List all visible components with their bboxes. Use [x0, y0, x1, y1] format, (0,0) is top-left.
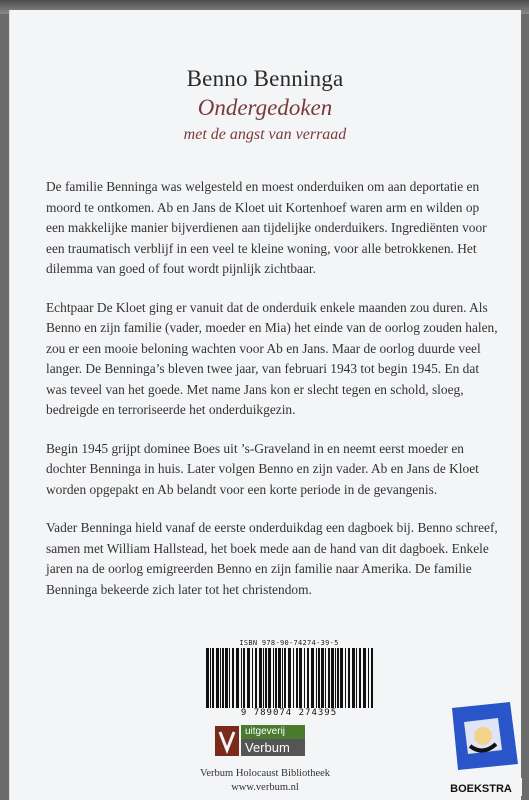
- barcode-bar: [296, 648, 298, 708]
- barcode-bar: [222, 648, 224, 708]
- author-name: Benno Benninga: [186, 66, 344, 91]
- barcode-bar: [278, 648, 281, 708]
- barcode-bar: [247, 648, 250, 708]
- barcode-bar: [328, 648, 330, 708]
- barcode-bar: [232, 648, 234, 708]
- barcode-bar: [275, 648, 277, 708]
- barcode-bar: [212, 648, 214, 708]
- barcode-bar: [311, 648, 314, 708]
- blurb-paragraph: Echtpaar De Kloet ging er vanuit dat de onderduik enkele maanden zou duren. Als Benno en zijn familie (vader, moeder en Mia) het einde van de oorlog zouden halen, zou er een mooie beloning wachten voor Ab en Jans. Maar de oorlog duurde veel langer. De Benninga’s bleven twee jaar, van februari 1943 tot begin 1945. En dat was teveel van het goede. Met name Jans kon er slecht tegen en schold, sloeg, bedreigde en terroriseerde het onderduikgezin.: [46, 299, 498, 417]
- barcode-bar: [316, 648, 317, 708]
- boekstra-sticker: [440, 700, 522, 800]
- barcode-bar: [220, 648, 221, 708]
- barcode-bar: [325, 648, 326, 708]
- barcode-bar: [359, 648, 361, 708]
- barcode-bar: [304, 648, 305, 708]
- barcode-bar: [241, 648, 242, 708]
- publisher-url: www.verbum.nl: [231, 782, 299, 793]
- barcode-bar: [210, 648, 211, 708]
- barcode-bar: [265, 648, 267, 708]
- logo-uitgeverij: uitgeverij: [241, 725, 305, 739]
- barcode-number: 9 789074 274395: [240, 708, 338, 718]
- blurb-paragraph: Vader Benninga hield vanaf de eerste onderduikdag een dagboek bij. Benno schreef, samen met William Hallstead, het boek mede aan de hand van dit dagboek. Enkele jaren na de oorlog emigreerden Benno en zijn familie naar Amerika. De familie Benninga bekeerde zich later tot het christendom.: [46, 520, 498, 597]
- barcode-bar: [356, 648, 357, 708]
- barcode-bar: [268, 648, 271, 708]
- barcode-bar: [282, 648, 283, 708]
- barcode-bar: [335, 648, 336, 708]
- barcode-bars: [204, 648, 374, 708]
- barcode-bar: [345, 648, 346, 708]
- barcode-bar: [340, 648, 343, 708]
- verbum-logo-icon: [215, 726, 239, 756]
- barcode-bar: [273, 648, 274, 708]
- barcode-bar: [299, 648, 302, 708]
- publisher-series: Verbum Holocaust Bibliotheek: [199, 768, 331, 779]
- book-title: Ondergedoken: [197, 95, 333, 120]
- barcode-bar: [348, 648, 350, 708]
- barcode-bar: [216, 648, 219, 708]
- barcode-bar: [263, 648, 264, 708]
- barcode-bar: [243, 648, 245, 708]
- isbn-barcode: [198, 638, 380, 722]
- barcode-bar: [363, 648, 366, 708]
- sticker-label: BOEKSTRA: [450, 783, 512, 795]
- book-back-cover: [9, 10, 521, 800]
- barcode-bar: [337, 648, 339, 708]
- barcode-bar: [288, 648, 291, 708]
- logo-verbum: Verbum: [241, 739, 305, 756]
- barcode-bar: [307, 648, 309, 708]
- blurb-paragraph: Begin 1945 grijpt dominee Boes uit ’s-Graveland in en neemt eerst moeder en dochter Benninga in huis. Later volgen Benno en zijn vader. Ab en Jans de Kloet worden opgepakt en Ab belandt voor een korte periode in de gevangenis.: [46, 440, 479, 497]
- barcode-bar: [206, 648, 209, 708]
- barcode-bar: [371, 648, 373, 708]
- barcode-bar: [368, 648, 369, 708]
- blurb-paragraph: De familie Benninga was welgesteld en moest onderduiken om aan deportatie en moord te ontkomen. Ab en Jans de Kloet uit Kortenhoef waren arm en wilden op een makkelijke manier bijverdienen aan tijdelijke onderduikers. Ingrediënten voor een traumatisch verblijf in een veel te kleine woning, voor alle betrokkenen. Het dilemma van goed of fout wordt pijnlijk zichtbaar.: [46, 179, 487, 276]
- barcode-bar: [252, 648, 253, 708]
- barcode-bar: [259, 648, 262, 708]
- isbn-label: ISBN 978-90-74274-39-5: [239, 639, 339, 647]
- publisher-logo: [215, 724, 307, 760]
- barcode-bar: [225, 648, 228, 708]
- barcode-bar: [293, 648, 294, 708]
- barcode-bar: [331, 648, 334, 708]
- blurb-text: [46, 177, 501, 618]
- barcode-bar: [236, 648, 239, 708]
- barcode-bar: [255, 648, 257, 708]
- book-subtitle: met de angst van verraad: [183, 126, 347, 143]
- barcode-bar: [284, 648, 286, 708]
- barcode-bar: [321, 648, 324, 708]
- barcode-bar: [352, 648, 355, 708]
- barcode-bar: [229, 648, 230, 708]
- barcode-bar: [318, 648, 320, 708]
